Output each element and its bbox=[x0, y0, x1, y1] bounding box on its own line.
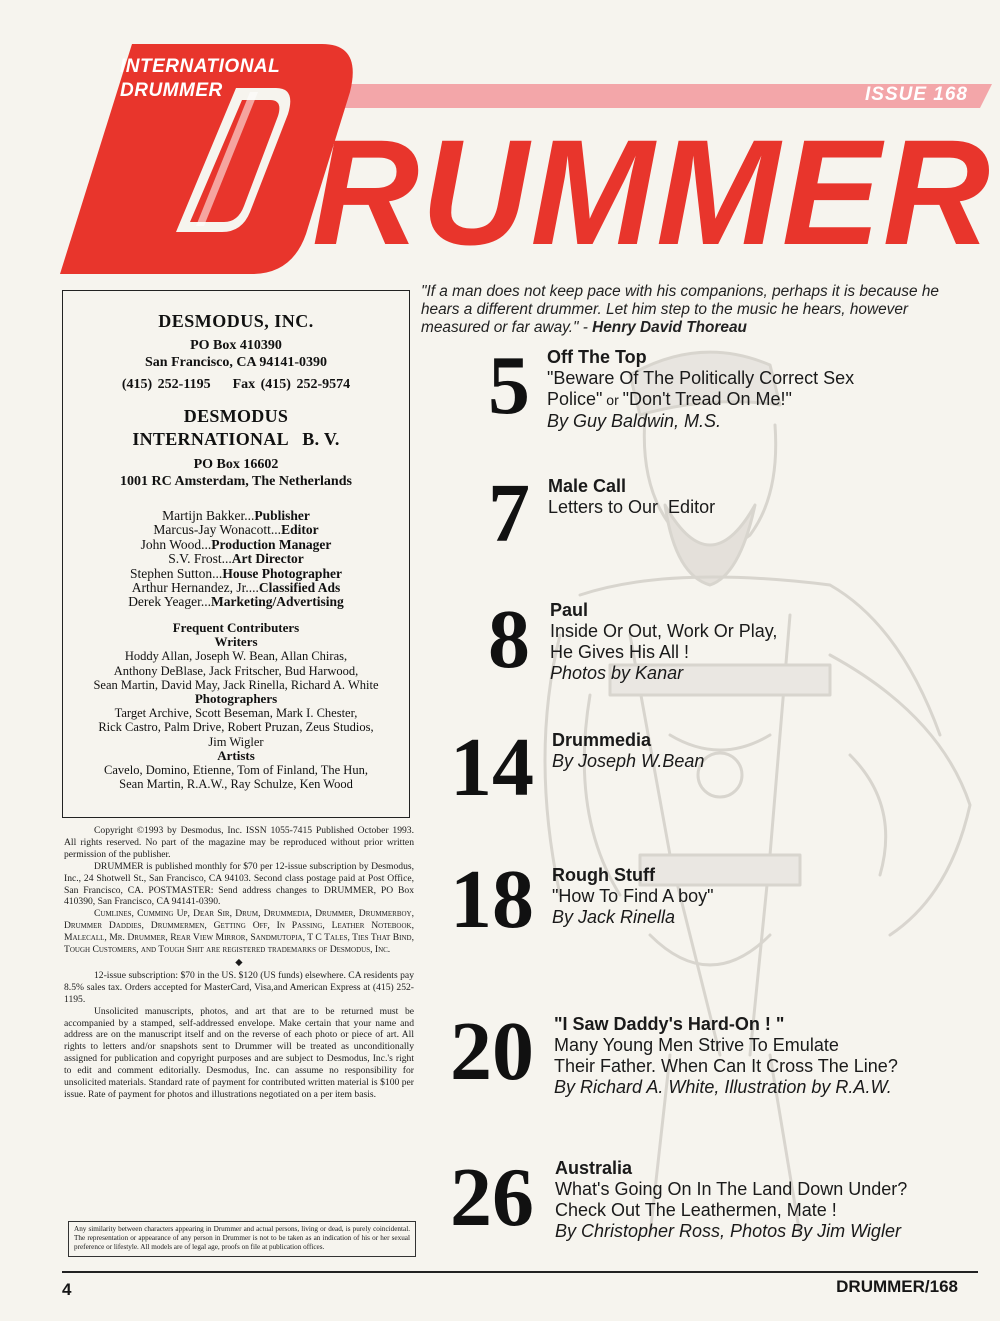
address-line: PO Box 410390 bbox=[190, 338, 282, 353]
footer-rule bbox=[62, 1271, 978, 1273]
diamond-ornament-icon: ◆ bbox=[235, 956, 243, 968]
intl-line2: DRUMMER bbox=[120, 80, 223, 101]
entry-byline: By Christopher Ross, Photos By Jim Wigler bbox=[555, 1221, 901, 1241]
entry-subtitle: "How To Find A boy" bbox=[552, 886, 714, 906]
footer-label: DRUMMER/168 bbox=[836, 1277, 958, 1296]
publication-notice: DRUMMER is published monthly for $70 per 12-issue subscription by Desmodus, Inc., 24 Shotwell St., San Francisco, CA 94103. Second class postage paid at Post Office, San Francisco, CA. POSTMASTER: Send address changes to DRUMMER, PO Box 410390, San Francisco, CA 94141-0390. bbox=[64, 860, 414, 908]
masthead bbox=[0, 0, 1000, 290]
issue-number: ISSUE 168 bbox=[865, 84, 968, 105]
photographers-line: Target Archive, Scott Beseman, Mark I. Chester, bbox=[114, 706, 358, 721]
entry-text bbox=[554, 1014, 898, 1098]
address-line: PO Box 16602 bbox=[193, 457, 279, 472]
staff-row: Derek Yeager...Marketing/Advertising bbox=[128, 594, 344, 610]
phone-number: (415) 252-1195 bbox=[121, 377, 211, 392]
entry-title: Australia bbox=[555, 1158, 633, 1178]
writers-line: Sean Martin, David May, Jack Rinella, Richard A. White bbox=[93, 677, 379, 692]
masthead-logo bbox=[0, 0, 1000, 290]
contributors bbox=[63, 621, 409, 791]
staff-row: Stephen Sutton...House Photographer bbox=[130, 565, 342, 581]
masthead-staff-box bbox=[62, 290, 410, 818]
entry-byline: By Jack Rinella bbox=[552, 907, 676, 927]
company-address bbox=[63, 337, 409, 371]
entry-subtitle: Letters to Our Editor bbox=[548, 497, 716, 517]
entry-title: Male Call bbox=[548, 476, 627, 496]
company-name: DESMODUS, INC. bbox=[158, 311, 314, 331]
page-number: 5 bbox=[488, 339, 530, 432]
writers-line: Hoddy Allan, Joseph W. Bean, Allan Chiras, bbox=[124, 649, 348, 664]
writers-heading: Writers bbox=[214, 634, 258, 650]
entry-text bbox=[552, 730, 704, 772]
entry-subtitle: Many Young Men Strive To Emulate bbox=[554, 1035, 839, 1055]
page-number: 8 bbox=[488, 593, 530, 686]
page-number: 7 bbox=[488, 467, 530, 560]
entry-title: "I Saw Daddy's Hard-On ! " bbox=[554, 1014, 785, 1034]
entry-title: Drummedia bbox=[552, 730, 652, 750]
entry-byline: By Richard A. White, Illustration by R.A.W. bbox=[554, 1077, 892, 1097]
disclaimer-box: Any similarity between characters appearing in Drummer and actual persons, living or dead, is purely coincidental. The representation or appearance of any person in Drummer is not to be taken as an indication of his or her sexual preference or lifestyle. All models are of legal age, proofs on file at publication offices. bbox=[68, 1221, 416, 1257]
footer-page-number: 4 bbox=[62, 1280, 72, 1299]
unsolicited-notice: Unsolicited manuscripts, photos, and art that are to be returned must be accompanied by a stamped, self-addressed envelope. Make certain that your name and address are on the manuscript itself and on the reverse of each photo or piece of art. All rights to letters and/or snapshots sent to Drummer will be treated as unconditionally assigned for publication and copyright purposes and are subject to Desmodus, Inc.'s right to edit and comment editorially. Desmodus, Inc. can assume no responsibility for unsolicited materials. Standard rate of payment for contributed written material is $100 per issue. Rate of payment for photos and illustrations negotiated on a per item basis. bbox=[64, 1005, 414, 1100]
international-drummer-label bbox=[120, 55, 280, 103]
staff-row: S.V. Frost...Art Director bbox=[168, 551, 304, 567]
page-number: 26 bbox=[450, 1151, 534, 1244]
entry-text bbox=[550, 600, 777, 684]
entry-subtitle: Inside Or Out, Work Or Play, bbox=[550, 621, 778, 641]
intl-line1: INTERNATIONAL bbox=[120, 56, 281, 77]
entry-title: Paul bbox=[550, 600, 589, 620]
photographers-heading: Photographers bbox=[194, 691, 278, 707]
staff-row: Marcus-Jay Wonacott...Editor bbox=[153, 522, 319, 538]
subscription-notice: 12-issue subscription: $70 in the US. $120 (US funds) elsewhere. CA residents pay 8.5% sales tax. Orders accepted for MasterCard, Visa,and American Express at (415) 252-1195. bbox=[64, 969, 414, 1005]
entry-byline: Photos by Kanar bbox=[550, 663, 684, 683]
phone-fax bbox=[63, 377, 409, 393]
epigraph-quote bbox=[421, 283, 961, 337]
staff-row: Arthur Hernandez, Jr....Classified Ads bbox=[131, 580, 341, 596]
artists-line: Cavelo, Domino, Etienne, Tom of Finland, The Hun, bbox=[104, 763, 368, 778]
international-address bbox=[63, 456, 409, 490]
legal-notice bbox=[64, 825, 414, 1101]
page-number: 18 bbox=[450, 853, 534, 946]
artists-heading: Artists bbox=[217, 747, 255, 763]
quote-author: Henry David Thoreau bbox=[592, 319, 747, 336]
artists-line: Sean Martin, R.A.W., Ray Schulze, Ken Wood bbox=[119, 777, 353, 792]
entry-text bbox=[555, 1158, 907, 1242]
photographers-line: Jim Wigler bbox=[208, 734, 264, 749]
copyright-notice: Copyright ©1993 by Desmodus, Inc. ISSN 1055-7415 Published October 1993. All rights reserved. No part of the magazine may be reproduced without prior written permission of the publisher. bbox=[64, 825, 414, 860]
address-line: San Francisco, CA 94141-0390 bbox=[145, 355, 327, 370]
entry-byline: By Joseph W.Bean bbox=[552, 751, 705, 771]
writers-line: Anthony DeBlase, Jack Fritscher, Bud Harwood, bbox=[113, 663, 359, 678]
svg-text:RUMMER: RUMMER bbox=[312, 108, 992, 276]
staff-list bbox=[63, 509, 409, 610]
entry-title: Rough Stuff bbox=[552, 865, 655, 885]
entry-subtitle: Their Father. When Can It Cross The Line? bbox=[554, 1056, 898, 1076]
entry-subtitle: What's Going On In The Land Down Under? bbox=[555, 1179, 908, 1199]
staff-row: John Wood...Production Manager bbox=[140, 536, 332, 552]
company-line: INTERNATIONAL B. V. bbox=[132, 429, 340, 449]
page-number: 14 bbox=[450, 721, 534, 814]
quote-text: "If a man does not keep pace with his companions, perhaps it is because he hears a different drummer. Let him step to the music he hears, however measured or far away." - bbox=[421, 283, 939, 336]
trademark-notice: Cumlines, Cumming Up, Dear Sir, Drum, Drummedia, Drummer, Drummerboy, Drummer Daddies, Drummermen, Getting Off, In Passing, Leather Notebook, Malecall, Mr. Drummer, Rear View Mirror, Sandmutopia, T C Tales, Ties That Bind, Tough Customers, and Tough Shit are registered trademarks of Desmodus, Inc. bbox=[64, 908, 414, 956]
fax-number: Fax (415) 252-9574 bbox=[232, 377, 351, 392]
entry-subtitle: "Beware Of The Politically Correct Sex bbox=[547, 368, 855, 388]
entry-byline: By Guy Baldwin, M.S. bbox=[547, 411, 722, 431]
entry-text bbox=[548, 476, 715, 518]
entry-text bbox=[552, 865, 714, 928]
leatherman-illustration bbox=[470, 335, 990, 1265]
page-number: 20 bbox=[450, 1005, 534, 1098]
staff-row: Martijn Bakker...Publisher bbox=[162, 508, 310, 523]
contributors-heading: Frequent Contributers bbox=[172, 620, 300, 635]
company-line: DESMODUS bbox=[183, 406, 289, 426]
entry-subtitle: He Gives His All ! bbox=[550, 642, 690, 662]
photographers-line: Rick Castro, Palm Drive, Robert Pruzan, Zeus Studios, bbox=[98, 720, 374, 735]
entry-subtitle: Police" or "Don't Tread On Me!" bbox=[547, 389, 792, 409]
entry-title: Off The Top bbox=[547, 347, 647, 367]
address-line: 1001 RC Amsterdam, The Netherlands bbox=[120, 474, 352, 489]
entry-text bbox=[547, 347, 854, 432]
company-name-international bbox=[63, 405, 409, 451]
entry-subtitle: Check Out The Leathermen, Mate ! bbox=[555, 1200, 837, 1220]
